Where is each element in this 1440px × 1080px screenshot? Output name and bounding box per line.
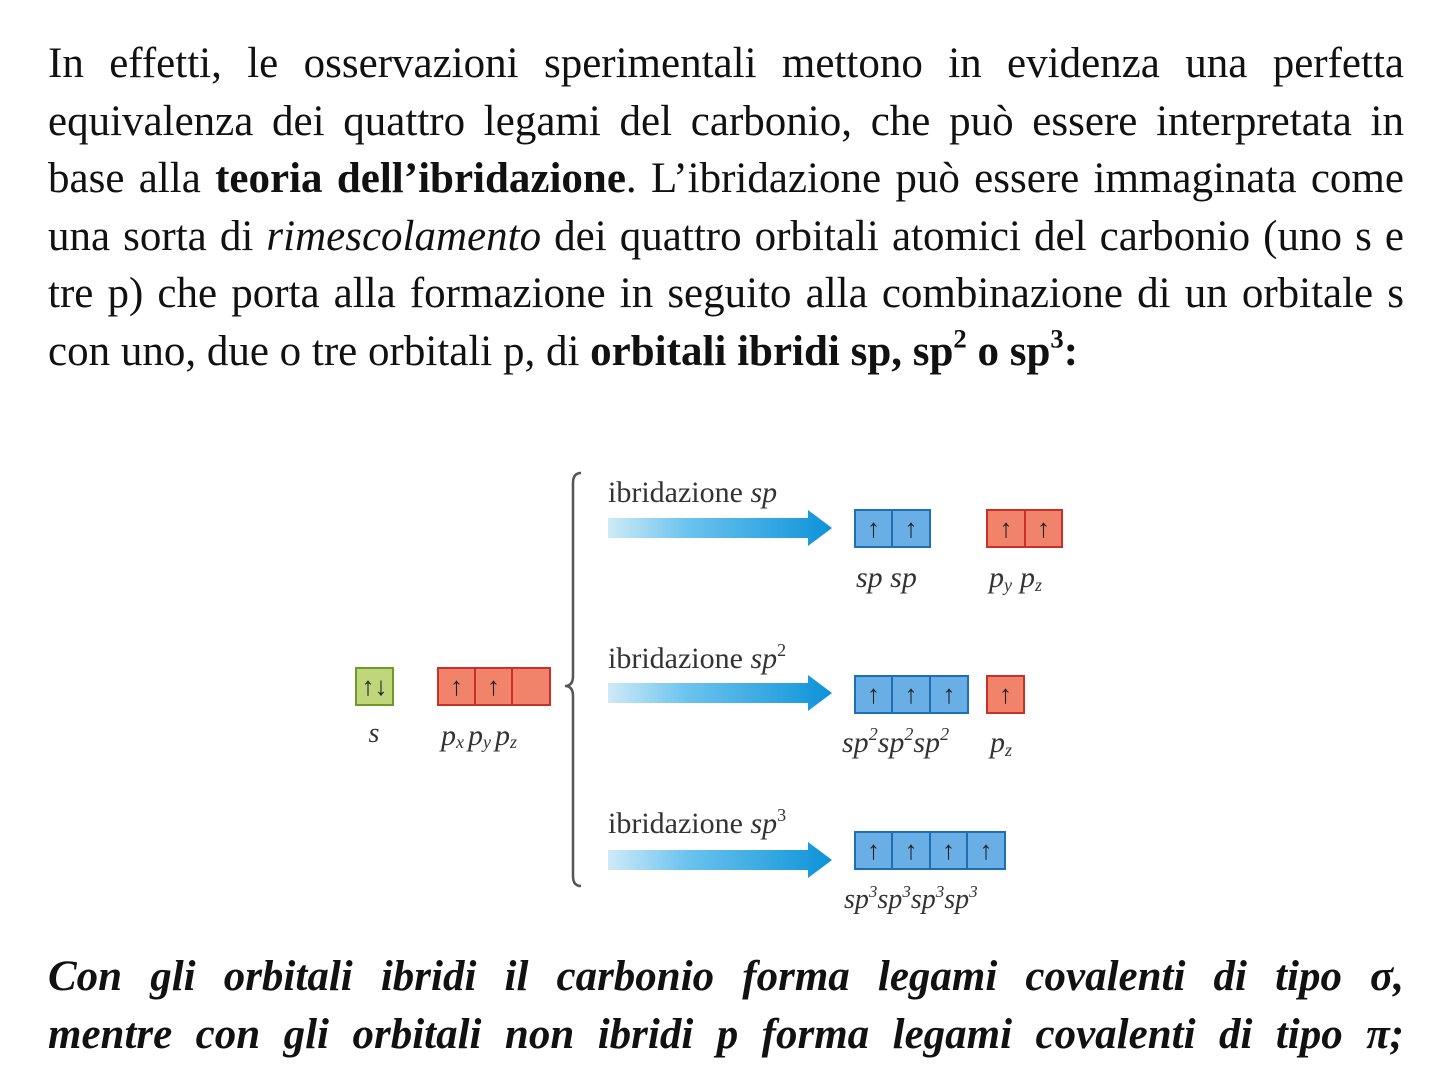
- sp3-hybrid-arrow: ↑: [904, 836, 918, 865]
- sp2-hybrid-arrow: ↑: [942, 680, 956, 709]
- sp2-hybridization-title: ibridazione $sp^2$: [608, 640, 787, 675]
- sp-p-orbitals-label: py pz: [989, 561, 1043, 595]
- sp3-hybridization-title: ibridazione $sp^3$: [608, 805, 787, 840]
- sp3-hybrid-label: $sp^3sp^3sp^3sp^3$: [844, 882, 978, 915]
- p-orbital-arrow: ↑: [450, 672, 463, 701]
- sp3-hybridization-row: [608, 805, 1005, 915]
- sp-hybrid-arrow: ↑: [867, 514, 880, 543]
- intro-text-2: . L’ibridazione può essere immaginata come una sorta di: [48, 155, 1404, 260]
- sp-hybridization-row: [608, 476, 1062, 595]
- p-orbitals-label: px py pz: [441, 719, 518, 752]
- sp3-hybrid-arrow: ↑: [942, 836, 955, 865]
- hybrid-list-sp: orbitali ibridi sp, sp: [590, 327, 954, 375]
- hybrid-list-colon: :: [1063, 327, 1079, 375]
- curly-brace: [565, 473, 581, 886]
- conclusion-paragraph: [48, 948, 1404, 1063]
- intro-text-3: dei quattro orbitali atomici del carbonio (uno s e tre p) che porta alla formazione in seguito alla combinazione di un orbitale s con uno, due o tre orbitali p, di: [48, 212, 1404, 375]
- s-orbital-label: s: [368, 718, 380, 749]
- sp-hybrid-label: sp sp: [856, 561, 917, 594]
- sp2-hybrid-arrow: ↑: [904, 680, 918, 709]
- sp2-hybrid-arrow: ↑: [867, 680, 880, 709]
- superscript-2: 2: [953, 323, 967, 354]
- sp2-hybridization-row: [608, 640, 1024, 760]
- sp3-hybrid-arrow: ↑: [979, 836, 993, 865]
- superscript-3: 3: [1050, 323, 1064, 354]
- sp2-p-orbital-label: pz: [990, 726, 1013, 760]
- sp-arrow: [608, 510, 832, 546]
- intro-text-1: In effetti, le osservazioni sperimentali mettono in evidenza una perfetta equivalenza dei quattro legami del carbonio, che può essere interpretata in base alla: [48, 40, 1404, 203]
- sp2-arrow: [608, 675, 832, 711]
- ground-p-orbitals: [438, 668, 550, 752]
- sp3-hybrid-arrow: ↑: [867, 836, 880, 865]
- p-orbital-arrow: ↑: [487, 672, 500, 701]
- sp2-hybrid-label: $sp^2sp^2sp^2$: [842, 724, 950, 759]
- hybrid-list-o-sp: o sp: [966, 327, 1051, 375]
- sp2-p-orbital-arrow: ↑: [999, 680, 1012, 709]
- italic-term-remixing: rimescolamento: [266, 212, 542, 260]
- ground-s-orbital: [356, 668, 393, 749]
- sp-hybridization-title: ibridazione sp: [608, 476, 778, 509]
- conclusion-line-2: mentre con gli orbitali non ibridi p forma legami covalenti di tipo π;: [48, 1010, 1404, 1058]
- s-orbital-arrows: ↑↓: [361, 672, 388, 701]
- p-orbital-box: [512, 668, 550, 705]
- bold-term-hybridization-theory: teoria dell’ibridazione: [215, 155, 626, 203]
- sp-p-orbital-arrow: ↑: [1037, 514, 1050, 543]
- sp-p-orbital-arrow: ↑: [999, 514, 1013, 543]
- conclusion-line-1: Con gli orbitali ibridi il carbonio forma legami covalenti di tipo σ,: [48, 953, 1404, 1000]
- sp-hybrid-arrow: ↑: [904, 514, 918, 543]
- sp3-arrow: [608, 842, 832, 878]
